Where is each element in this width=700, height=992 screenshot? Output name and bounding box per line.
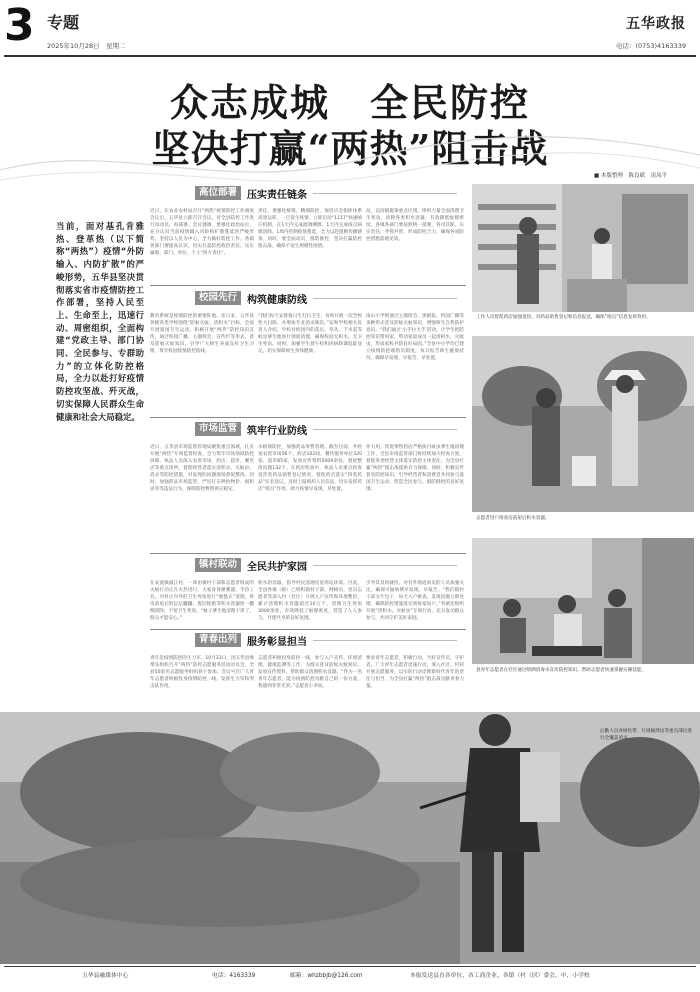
- section-tag: 高位部署: [195, 186, 241, 200]
- article-text: 引导其及时就医。对有外地返回史的人员加强关注，确保可疑病例早发现、早报告。“我们镇村干部分片包干，每天入户排查，发现问题立即处理，确保防控措施落实到每家每户。”各镇还组织开展“清积水、灭蚊虫”专项行动，充分发动群众参与，共同守护美好家园。: [366, 581, 464, 621]
- section-heading-market: [195, 420, 457, 438]
- page-number: 3: [4, 0, 35, 51]
- article-text: 近日，五华县市场监督管理局聚焦重点领域，扎实开展“两热”专项监督检查，全力筑牢市场领域防控屏障。执法人员深入农贸市场、药店、超市、餐饮店等重点场所，督促经营者落实清积水、灭蚊虫、消杀等防控措施，对发现的问题现场督促整改。同时，加强药品市场监管，严厉打击哄抬物价、囤积居奇等违法行为，保障防控物资供应稳定。: [150, 445, 254, 492]
- article-text: 积水的容器，指导村民清理房屋周边环境。目前，全县各镇（街）已组织镇村干部、网格员、党员志愿者等深入村（社区）开展入户宣传和环境整治，累计清理积水容器超过10万个，清理卫生死角3000余处，有效降低了蚊媒密度，营造了人人参与、共建共享的良好氛围。: [258, 581, 362, 621]
- pharmacy-illustration: [472, 184, 694, 312]
- headline-line-1: 众志成城 全民防控: [169, 80, 530, 125]
- byline: ■ 本版整理 陈良斌 凌凤平: [594, 173, 667, 179]
- photo-inspection: [472, 538, 694, 664]
- article-text: 近日，在农业农村局召开“两热”疫情防控工作调度会议后，五华县立即召开会议，对全县防控工作进行再动员、再部署。会议强调，要强化政治站位，充分认识当前疫情输入风险和扩散蔓延的严峻形势，坚持以人民为中心，全力做好防控工作。各镇各部门要提高认识，切实扛起防控政治责任，压实属地、部门、单位、个人“四方责任”。: [150, 209, 254, 256]
- footer-email: 邮箱：whzbbjb@126.com: [290, 973, 363, 979]
- caption-sanitation: 志愿者进户排查房前屋后积水容器。: [476, 516, 550, 521]
- headline-decoration: [0, 100, 700, 190]
- section-title: 筑牢行业防线: [247, 425, 308, 437]
- section-title: 服务彰显担当: [247, 636, 308, 648]
- section-title: 构筑健康防线: [247, 294, 308, 306]
- article-text: 作力用，督促零售药店严格执行蚊虫孳生地清理工作，全县市场监管部门将持续加大检查力度，督促各类经营主体落实防控主体责任，为全县打赢“两热”阻击战提供有力保障。同时，积极宣传普及防控知识，引导经营者和消费者共同参与爱国卫生运动，营造全民参与、群防群控的良好氛围。: [366, 445, 464, 492]
- intro-lead: 当前，面对基孔肯雅热、登革热（以下简称“两热”）疫情“外防输入、内防扩散”的严峻形势，五华县坚决贯彻落实省市疫情防控工作部署，坚持人民至上、生命至上，迅速行动、周密组织，全面构建“党政主导、部门协同、全民参与、专群助力”的立体化防控格局，全力以赴打好疫情防控攻坚战、歼灭战，切实保障人民群众生命健康和社会大局稳定。: [56, 221, 144, 422]
- photo-pharmacy: [472, 184, 694, 312]
- inspection-illustration: [472, 538, 694, 664]
- caption-pharmacy: 工作人员督促药店加强退热、对药品销售登记和信息报送，确保“哨点”信息发挥效用。: [476, 315, 651, 320]
- footer-phone: 电话：4163339: [212, 973, 256, 979]
- section-title: 压实责任链条: [247, 189, 308, 201]
- article-text: “我们每天安排值日生打扫卫生，每周开展一次全校性大扫除，并增加专业消杀频次。”安和学校相关负责人介绍，学校对校园内的花坛、草丛、下水道等蚊虫孳生地进行彻底清理，确保校园无积水、无卫生死角。同时，加强学生晨午检和因病缺课追踪登记，切实保障师生身体健康。: [258, 314, 362, 354]
- section-tag: 青春出列: [195, 633, 241, 647]
- article-text: 教育系统是疫情防控的重要阵地。连日来，五华县各级各类学校围绕“防蚊灭蚊、清积水”目标，全面开展爱国卫生运动，积极开展“两热”防控知识宣传，通过校园广播、主题班会、宣传栏等形式，普及防蚊灭蚊知识，引导广大师生养成良好卫生习惯，筑牢校园疫情防控防线。: [150, 314, 254, 354]
- article-text: 志愿者积极投身防控一线，参与入户宣传、环境清理、健康监测等工作，为群众普及防蚊灭蚊知识，发放宣传资料，帮助群众清理积水容器。“作为一名青年志愿者，能为疫情防控贡献自己的一份力量，我感到非常光荣。”志愿者小李说。: [258, 656, 362, 689]
- article-text: 站，以因镇施策重点区域，组织力量全面清理卫生死角，清除各类积水容器，有效降低蚊媒密度。各镇各部门要按照统一部署，各司其职，压实责任，齐抓共管，形成防控合力，确保各项防控措施落地见效。: [366, 209, 464, 242]
- caption-spraying: 后勤人员对绿化带、垃圾桶周边等重点部位进行全覆盖消杀。: [600, 729, 692, 741]
- section-heading-campus: [195, 289, 457, 307]
- section-name: 专题: [47, 13, 80, 32]
- article-text: 责任。要强化统筹，精细防控，保持应急指挥体系高效运转，一旦发生疫情，立即启动“1117”快速响应机制，在1天内完成流调溯源、1天内完成疫点病媒清除、1周内控制疫情蔓延，全力以赴阻断传播链条。同时，要全面动员，群防群控，坚决打赢防控阻击战，确保不发生规模性疫情。: [258, 209, 362, 249]
- photo-sanitation: [472, 336, 694, 512]
- article-text: 要求青年志愿者，积极行动，当好宣传员、守护者。广大青年志愿者迅速行动，深入社区、村居开展志愿服务，以实际行动诠释新时代青年的责任与担当，为全县打赢“两热”阻击战贡献青春力量。: [366, 656, 464, 689]
- section-tag: 市场监管: [195, 422, 241, 436]
- section-heading-youth: [195, 631, 457, 649]
- headline-line-2: 坚决打赢“两热”阻击战: [151, 126, 549, 171]
- footer-rule: [4, 966, 696, 967]
- section-heading-deployment: [195, 184, 457, 202]
- footer-distribution: 本报发送县直各单位、各工商企业、各镇（村（居）委会、中、小学校: [410, 973, 590, 979]
- masthead-phone: 电话：(0753)4163339: [615, 42, 686, 50]
- section-heading-village: [195, 556, 457, 574]
- paper-name: 五华政报: [626, 16, 686, 32]
- photo-spraying: [0, 712, 700, 964]
- section-tag: 镇村联动: [195, 558, 241, 572]
- masthead-rule: [4, 55, 696, 57]
- section-tag: 校园先行: [195, 291, 241, 305]
- article-text: 水根划防控，加强药品零售管理。截至目前，共检查农贸市场56个、药店102间、餐饮服务单位320家、超市85家，发放宣传资料5000余份，督促整改问题132个。在药店检查中，执法人员重点检查退热类药品销售登记情况，督促药店落实“四类药品”实名登记，及时上报购药人员信息，切实发挥药店“哨点”作用，助力疫情早发现、早处置。: [258, 445, 362, 492]
- sanitation-illustration: [472, 336, 694, 512]
- footer-org: 五华县融媒体中心: [82, 973, 129, 979]
- section-title: 全民共护家园: [247, 561, 308, 573]
- article-text: 青年是疫情防控的生力军。10月23日，团五华县委带头组织召开“两热”防控志愿服务活动动员会，全县50余名志愿服务组织骨干参加。会议号召广大青年志愿者积极投身疫情防控一线，发挥生力军和突击队作用。: [150, 656, 254, 689]
- issue-date: 2025年10月28日 星期二: [47, 42, 126, 50]
- article-text: 南山小学则通过主题班会、黑板报、校园广播等多种形式普及防蚊灭蚊知识，增强师生自我防护意识。“我们通过‘小手拉大手’活动，让学生把防控知识带回家，带动家庭成员一起清积水、灭蚊虫，形成家校共防良好局面。”全县中小学均已建立疫情防控联络员制度，每日报告师生健康状况，确保早发现、早报告、早处置。: [366, 314, 464, 361]
- article-text: 在安流镇福江村，一场由镇村干部和志愿者组成的灭蚊行动正在火热进行。大家身背喷雾器、手持工具，对村庄内外的卫生死角进行“地毯式”清理，将房前屋后的坛坛罐罐、废旧轮胎等积水容器逐一翻倒清除，不留卫生死角。“蚊子孳生地清理干净了，群众才能安心。”: [150, 581, 254, 621]
- spraying-illustration: [0, 712, 700, 964]
- caption-inspection: 县青年志愿者在社区通过喷洒消毒水宣传防控知识，帮助志愿者快速掌握实操技能。: [476, 668, 646, 673]
